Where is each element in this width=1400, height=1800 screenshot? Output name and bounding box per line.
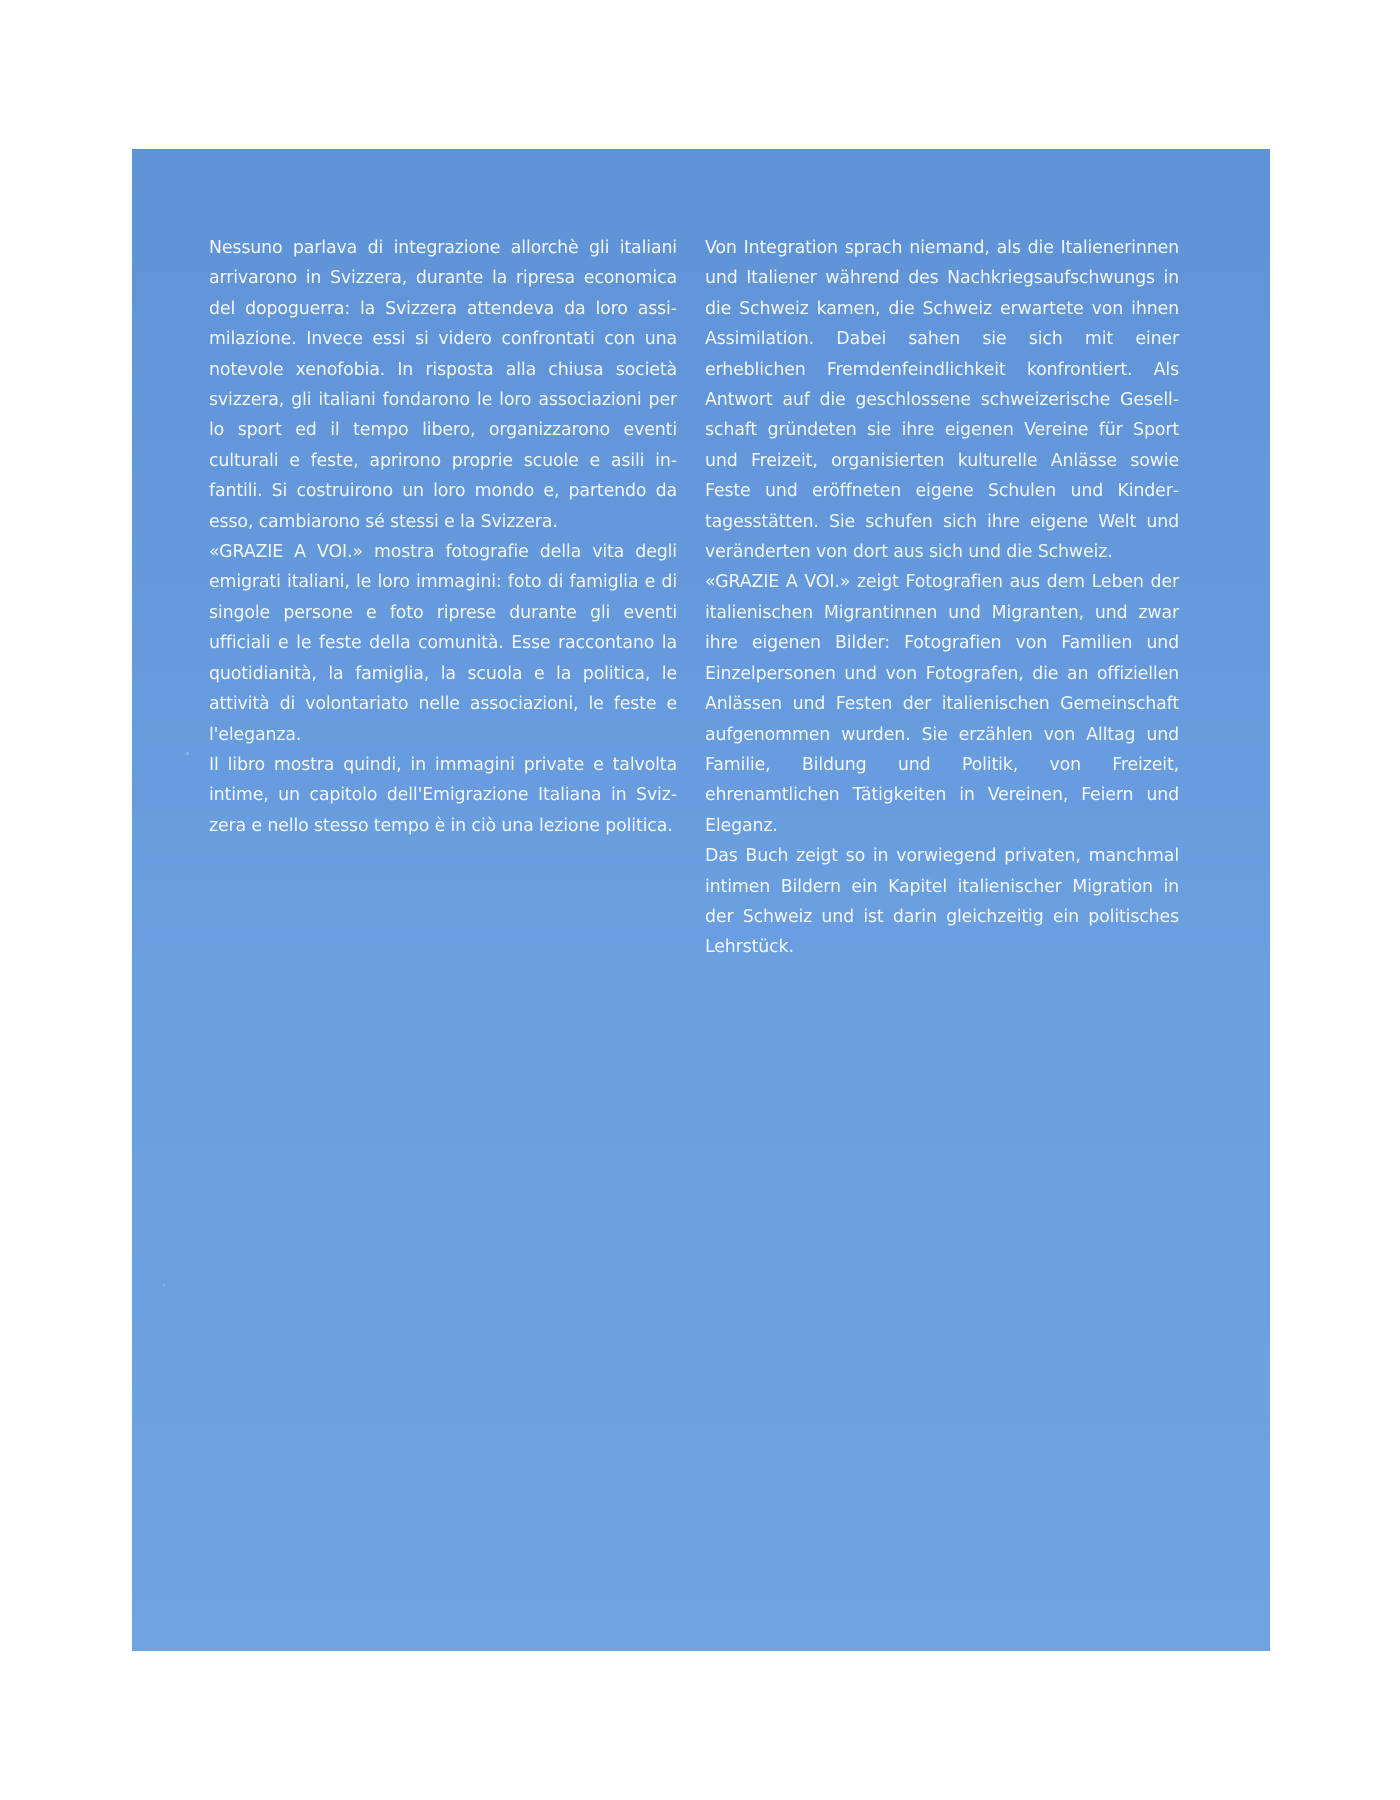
german-text-column [705, 233, 1179, 963]
italian-paragraph-2: «GRAZIE A VOI.» mostra fotografie della vita degli emigrati italiani, le loro immagini: foto di famiglia e di singole persone e foto riprese durante gli eventi ufficiali e le feste della comunità. Esse raccontano la quotidianità, la famiglia, la scuola e la politica, le attività di volontariato nelle associazioni, le feste e l'eleganza. [209, 542, 677, 745]
paper-speck [186, 752, 189, 755]
german-paragraph-2: «GRAZIE A VOI.» zeigt Fotografien aus dem Leben der italienischen Migrantinnen und Migranten, und zwar ihre eigenen Bilder: Fotografien von Familien und Einzelpersonen und von Fotografen, die an offiziellen Anlässen und Festen der italienischen Gemeinschaft aufgenommen wurden. Sie erzählen von Alltag und Familie, Bildung und Politik, von Freizeit, ehrenamtlichen Tätigkeiten in Vereinen, Feiern und Eleganz. [705, 572, 1179, 836]
german-paragraph-3: Das Buch zeigt so in vorwiegend privaten, manchmal intimen Bildern ein Kapitel italienischer Migration in der Schweiz und ist darin gleichzeitig ein politisches Lehrstück. [705, 846, 1179, 958]
italian-text-column [209, 233, 677, 841]
italian-paragraph-3: Il libro mostra quindi, in immagini private e talvolta intime, un capitolo dell'Emigrazione Italiana in Svizzera e nello stesso tempo è in ciò una lezione politica. [209, 754, 677, 836]
paper-speck [163, 1284, 165, 1286]
back-cover [132, 149, 1270, 1651]
italian-paragraph-1: Nessuno parlava di integrazione allorchè gli italiani arrivarono in Svizzera, durante la ripresa economica del dopoguerra: la Svizzera attendeva da loro assimilazione. Invece essi si videro confrontati con una notevole xenofobia. In risposta alla chiusa società svizzera, gli italiani fondarono le loro associazioni per lo sport ed il tempo libero, organizzarono eventi culturali e feste, aprirono proprie scuole e asili infantili. Si costruirono un loro mondo e, partendo da esso, cambiarono sé stessi e la Svizzera. [209, 238, 677, 532]
german-paragraph-1: Von Integration sprach niemand, als die Italienerinnen und Italiener während des Nachkriegsaufschwungs in die Schweiz kamen, die Schweiz erwartete von ihnen Assimilation. Dabei sahen sie sich mit einer erheblichen Fremdenfeindlichkeit konfrontiert. Als Antwort auf die geschlossene schweizerische Gesellschaft gründeten sie ihre eigenen Vereine für Sport und Freizeit, organisierten kulturelle Anlässe sowie Feste und eröffneten eigene Schulen und Kindertagesstätten. Sie schufen sich ihre eigene Welt und veränderten von dort aus sich und die Schweiz. [705, 238, 1179, 563]
